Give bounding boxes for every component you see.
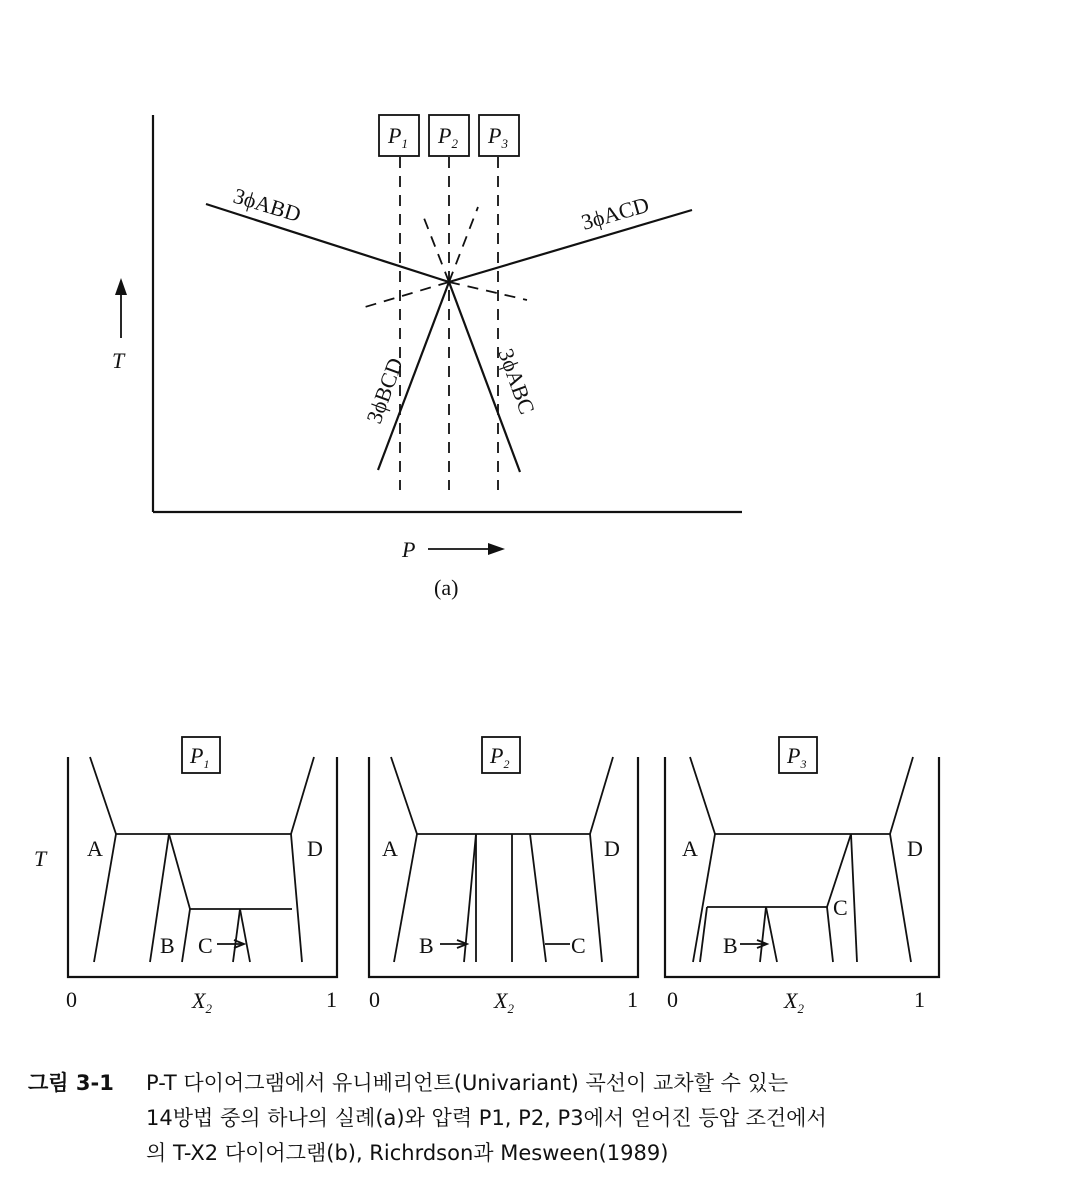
caption-number: 그림 3-1 bbox=[28, 1071, 114, 1095]
p1-label-a: A bbox=[87, 836, 103, 861]
curve-label-abd: 3ϕABD bbox=[230, 182, 304, 227]
p1-xmin: 0 bbox=[66, 987, 77, 1012]
pressure-box-p1 bbox=[379, 115, 419, 156]
svg-text:X2: $X_2$ bbox=[192, 988, 212, 1016]
p2-label-a: A bbox=[382, 836, 398, 861]
metastable-abd bbox=[365, 282, 449, 307]
p3-label-d: D bbox=[907, 836, 923, 861]
svg-text:P1: $P_1$ bbox=[388, 123, 408, 151]
curve-label-bcd: 3ϕBCD bbox=[361, 354, 408, 427]
metastable-bcd bbox=[422, 213, 449, 282]
panel-label-a: (a) bbox=[434, 575, 459, 600]
svg-text:P3: $P_3$ bbox=[488, 123, 508, 151]
pressure-box-p3 bbox=[479, 115, 519, 156]
curve-label-acd: 3ϕACD bbox=[578, 191, 652, 235]
figure-caption bbox=[28, 1066, 1038, 1171]
p2-label-d: D bbox=[604, 836, 620, 861]
caption-line-1: P-T 다이어그램에서 유니베리언트(Univariant) 곡선이 교차할 수 있는 bbox=[146, 1071, 789, 1095]
pt-diagram bbox=[112, 115, 742, 600]
tx-t-axis-label: T bbox=[34, 846, 47, 871]
t-axis-label: T bbox=[112, 348, 125, 373]
metastable-abc bbox=[449, 207, 478, 282]
svg-text:X2: $X_2$ bbox=[494, 988, 514, 1016]
p2-label-c: C bbox=[571, 933, 586, 958]
p3-label-c: C bbox=[833, 895, 848, 920]
curve-abd bbox=[206, 204, 449, 282]
svg-text:P2: $P_2$ bbox=[438, 123, 458, 151]
p2-label-b: B bbox=[419, 933, 434, 958]
caption-line-2: 14방법 중의 하나의 실례(a)와 압력 P1, P2, P3에서 얻어진 등압 조건에서 bbox=[146, 1106, 827, 1130]
caption-line-3: 의 T-X2 다이어그램(b), Richrdson과 Mesween(1989) bbox=[146, 1141, 669, 1165]
svg-text:P2: $P_2$ bbox=[490, 743, 510, 771]
svg-text:P3: $P_3$ bbox=[787, 743, 807, 771]
tx-panel-p2 bbox=[369, 737, 638, 1016]
pressure-box-p2 bbox=[429, 115, 469, 156]
p2-xmax: 1 bbox=[627, 987, 638, 1012]
curve-label-abc: 3ϕABC bbox=[493, 345, 540, 418]
p3-xmin: 0 bbox=[667, 987, 678, 1012]
p3-label-a: A bbox=[682, 836, 698, 861]
p1-label-d: D bbox=[307, 836, 323, 861]
p3-xmax: 1 bbox=[914, 987, 925, 1012]
t-arrowhead-icon bbox=[115, 278, 127, 295]
tx-panel-p1 bbox=[66, 737, 337, 1016]
p1-label-b: B bbox=[160, 933, 175, 958]
metastable-acd bbox=[449, 282, 527, 300]
p-axis-label: P bbox=[402, 537, 416, 562]
p-arrowhead-icon bbox=[488, 543, 505, 555]
svg-text:X2: $X_2$ bbox=[784, 988, 804, 1016]
p3-label-b: B bbox=[723, 933, 738, 958]
p1-xmax: 1 bbox=[326, 987, 337, 1012]
tx-panel-p3 bbox=[665, 737, 939, 1016]
p2-xmin: 0 bbox=[369, 987, 380, 1012]
p1-label-c: C bbox=[198, 933, 213, 958]
svg-text:P1: $P_1$ bbox=[190, 743, 210, 771]
curve-acd bbox=[449, 210, 692, 282]
